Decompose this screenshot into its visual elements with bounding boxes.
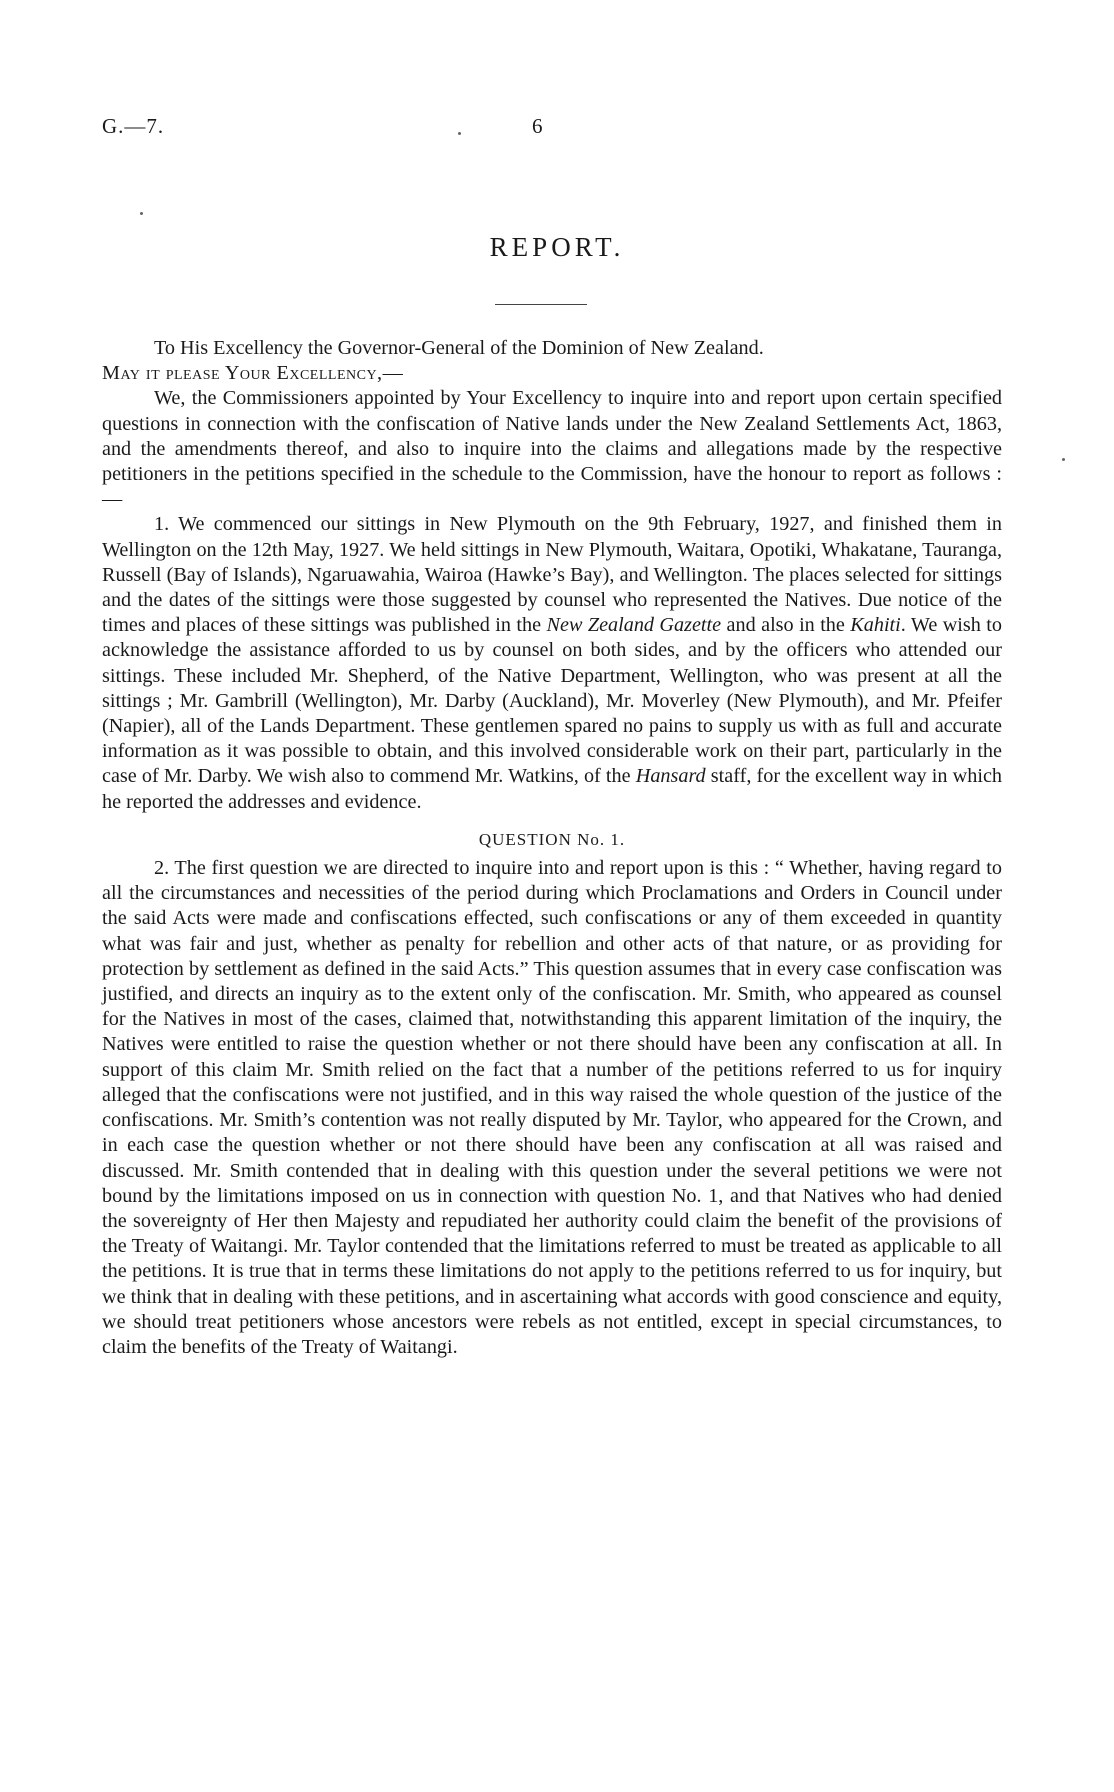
document-reference: G.—7. xyxy=(102,114,165,138)
title-divider xyxy=(495,304,587,305)
paragraph-1-text-d: staff, for the excellent way in which he reported the addresses and evidence. xyxy=(102,765,1002,813)
page-number: 6 xyxy=(532,114,543,138)
paragraph-1-text-b: and also in the xyxy=(721,614,851,637)
paragraph-2: 2. The first question we are directed to inquire into and report upon is this : “ Whether, having regard to all the circumstances and necessities of the period during which Proclamations and Orders in Council under the said Acts were made and confiscations effected, such confiscations or any of them exceeded in quantity what was fair and just, whether as penalty for rebellion and other acts of that nature, or as providing for protection by settlement as defined in the said Acts.” This question assumes that in every case confiscation was justified, and directs an inquiry as to the extent only of the confiscation. Mr. Smith, who appeared as counsel for the Natives in most of the cases, claimed that, notwithstanding this apparent limitation of the inquiry, the Natives were entitled to raise the question whether or not there should have been any confiscation at all. In support of this claim Mr. Smith relied on the fact that a number of the petitions referred to us for inquiry alleged that the confiscations were not justified, and in this way raised the whole question of the justice of the confiscations. Mr. Smith’s contention was not really disputed by Mr. Taylor, who appeared for the Crown, and in each case the question whether or not there should have been any confiscation at all was raised and discussed. Mr. Smith contended that in dealing with this question under the several petitions we were not bound by the limitations imposed on us in connection with question No. 1, and that Natives who had denied the sovereignty of Her then Majesty and repudiated her authority could claim the benefit of the provisions of the Treaty of Waitangi. Mr. Taylor contended that the limitations referred to must be treated as applicable to all the petitions. It is true that in terms these limitations do not apply to the petitions referred to us for inquiry, but we think that in dealing with these petitions, and in ascertaining what accords with good conscience and equity, we should treat petitioners whose ancestors were rebels as not entitled, except in special circumstances, to claim the benefits of the Treaty of Waitangi. xyxy=(102,857,1002,1358)
report-title: REPORT. xyxy=(489,232,625,262)
address-line: To His Excellency the Governor-General of the Dominion of New Zealand. xyxy=(154,337,764,359)
scan-speck xyxy=(458,132,461,135)
report-body xyxy=(102,336,1002,1360)
gazette-title: New Zealand Gazette xyxy=(546,614,722,637)
paragraph-1 xyxy=(102,512,1002,814)
question-heading: QUESTION No. 1. xyxy=(478,829,626,849)
hansard-title: Hansard xyxy=(635,765,706,788)
scan-speck xyxy=(140,212,143,215)
scan-speck xyxy=(1062,458,1065,461)
salutation: May it please Your Excellency,— xyxy=(102,362,404,385)
paragraph-1-text-c: . We wish to acknowledge the assistance afforded to us by counsel on both sides, and by the officers who attended our sittings. These included Mr. Shepherd, of the Native Department, Wellington, who was present at all the sittings ; Mr. Gambrill (Wellington), Mr. Darby (Auckland), Mr. Moverley (New Plymouth), and Mr. Pfeifer (Napier), all of the Lands Department. These gentlemen spared no pains to supply us with as full and accurate information as it was possible to obtain, and this involved considerable work on their part, particularly in the case of Mr. Darby. We wish also to commend Mr. Watkins, of the xyxy=(102,614,1002,788)
kahiti-title: Kahiti xyxy=(850,614,901,637)
page-header xyxy=(102,114,1012,144)
intro-paragraph: We, the Commissioners appointed by Your Excellency to inquire into and report upon certain specified questions in connection with the confiscation of Native lands under the New Zealand Settlements Act, 1863, and the amendments thereof, and also to inquire into the claims and allegations made by the respective petitioners in the petitions specified in the schedule to the Commission, have the honour to report as follows :— xyxy=(102,387,1002,511)
paragraph-1-text-a: 1. We commenced our sittings in New Plymouth on the 9th February, 1927, and finished them in Wellington on the 12th May, 1927. We held sittings in New Plymouth, Waitara, Opotiki, Whakatane, Tauranga, Russell (Bay of Islands), Ngaruawahia, Wairoa (Hawke’s Bay), and Wellington. The places selected for sittings and the dates of the sittings were those suggested by counsel who represented the Natives. Due notice of the times and places of these sittings was published in the xyxy=(102,513,1002,637)
